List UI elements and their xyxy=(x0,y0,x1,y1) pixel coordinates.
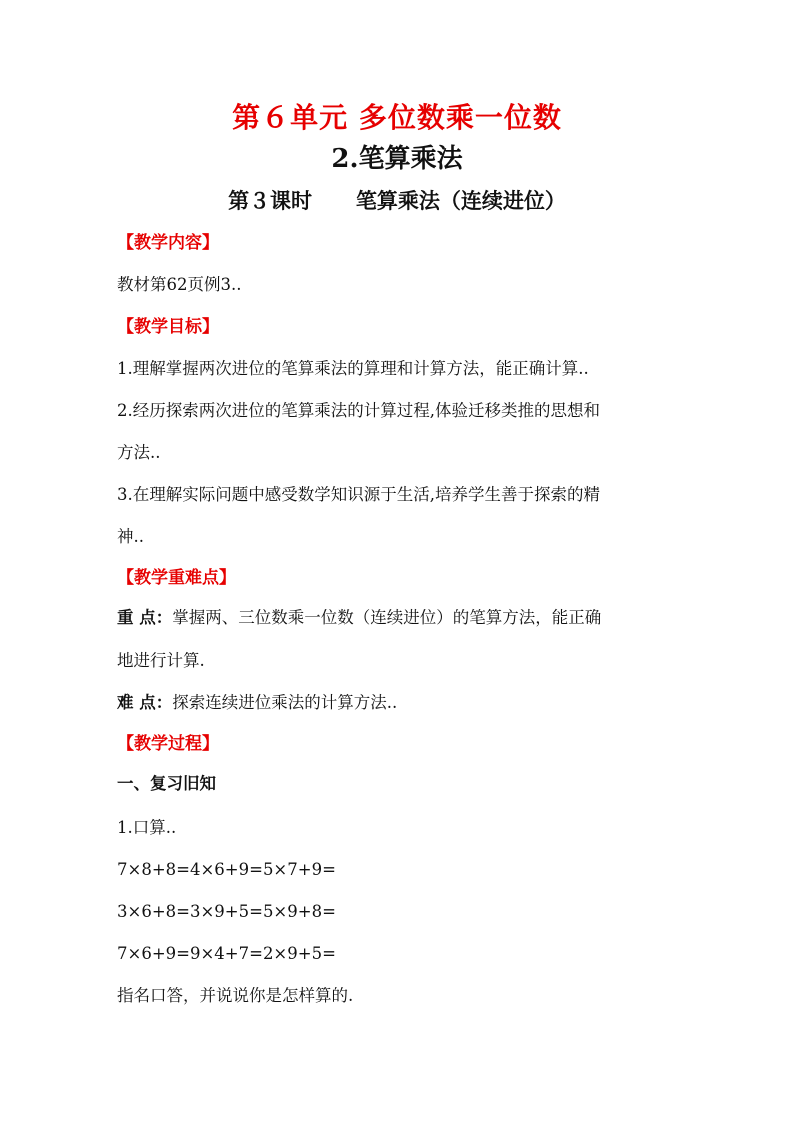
difficult-point-text: 探索连续进位乘法的计算方法.. xyxy=(172,693,398,712)
goal-line-3: 3.在理解实际问题中感受数学知识源于生活,培养学生善于探索的精 xyxy=(117,485,600,504)
key-point-line xyxy=(117,605,687,631)
key-point-text: 掌握两、三位数乘一位数（连续进位）的笔算方法，能正确 xyxy=(172,608,602,627)
goal-line-2-cont: 方法.. xyxy=(117,443,161,462)
math-row-1: 7×8+8=4×6+9=5×7+9= xyxy=(117,860,336,879)
heading-teaching-process: 【教学过程】 xyxy=(117,734,219,754)
goal-line-3-cont: 神.. xyxy=(117,527,144,546)
goal-line-1: 1.理解掌握两次进位的笔算乘法的算理和计算方法，能正确计算.. xyxy=(117,359,589,378)
heading-key-points: 【教学重难点】 xyxy=(117,568,236,588)
process-instruction: 指名口答，并说说你是怎样算的. xyxy=(117,986,354,1005)
math-row-2: 3×6+8=3×9+5=5×9+8= xyxy=(117,902,336,921)
heading-teaching-goals: 【教学目标】 xyxy=(117,317,219,337)
heading-teaching-content: 【教学内容】 xyxy=(117,233,219,253)
key-point-line-cont: 地进行计算. xyxy=(117,651,205,670)
lesson-title: 第３课时 笔算乘法（连续进位） xyxy=(228,188,566,213)
goal-line-2: 2.经历探索两次进位的笔算乘法的计算过程,体验迁移类推的思想和 xyxy=(117,401,600,420)
process-step-title: 一、复习旧知 xyxy=(117,774,216,793)
section-title: 2.笔算乘法 xyxy=(331,144,463,174)
content-line: 教材第62页例3.. xyxy=(117,275,242,294)
math-row-3: 7×6+9=9×4+7=2×9+5= xyxy=(117,944,336,963)
process-line-1: 1.口算.. xyxy=(117,818,177,837)
difficult-point-line xyxy=(117,690,687,716)
unit-title: 第６单元 多位数乘一位数 xyxy=(232,101,562,134)
difficult-point-label: 难 点： xyxy=(117,693,173,712)
key-point-label: 重 点： xyxy=(117,608,173,627)
